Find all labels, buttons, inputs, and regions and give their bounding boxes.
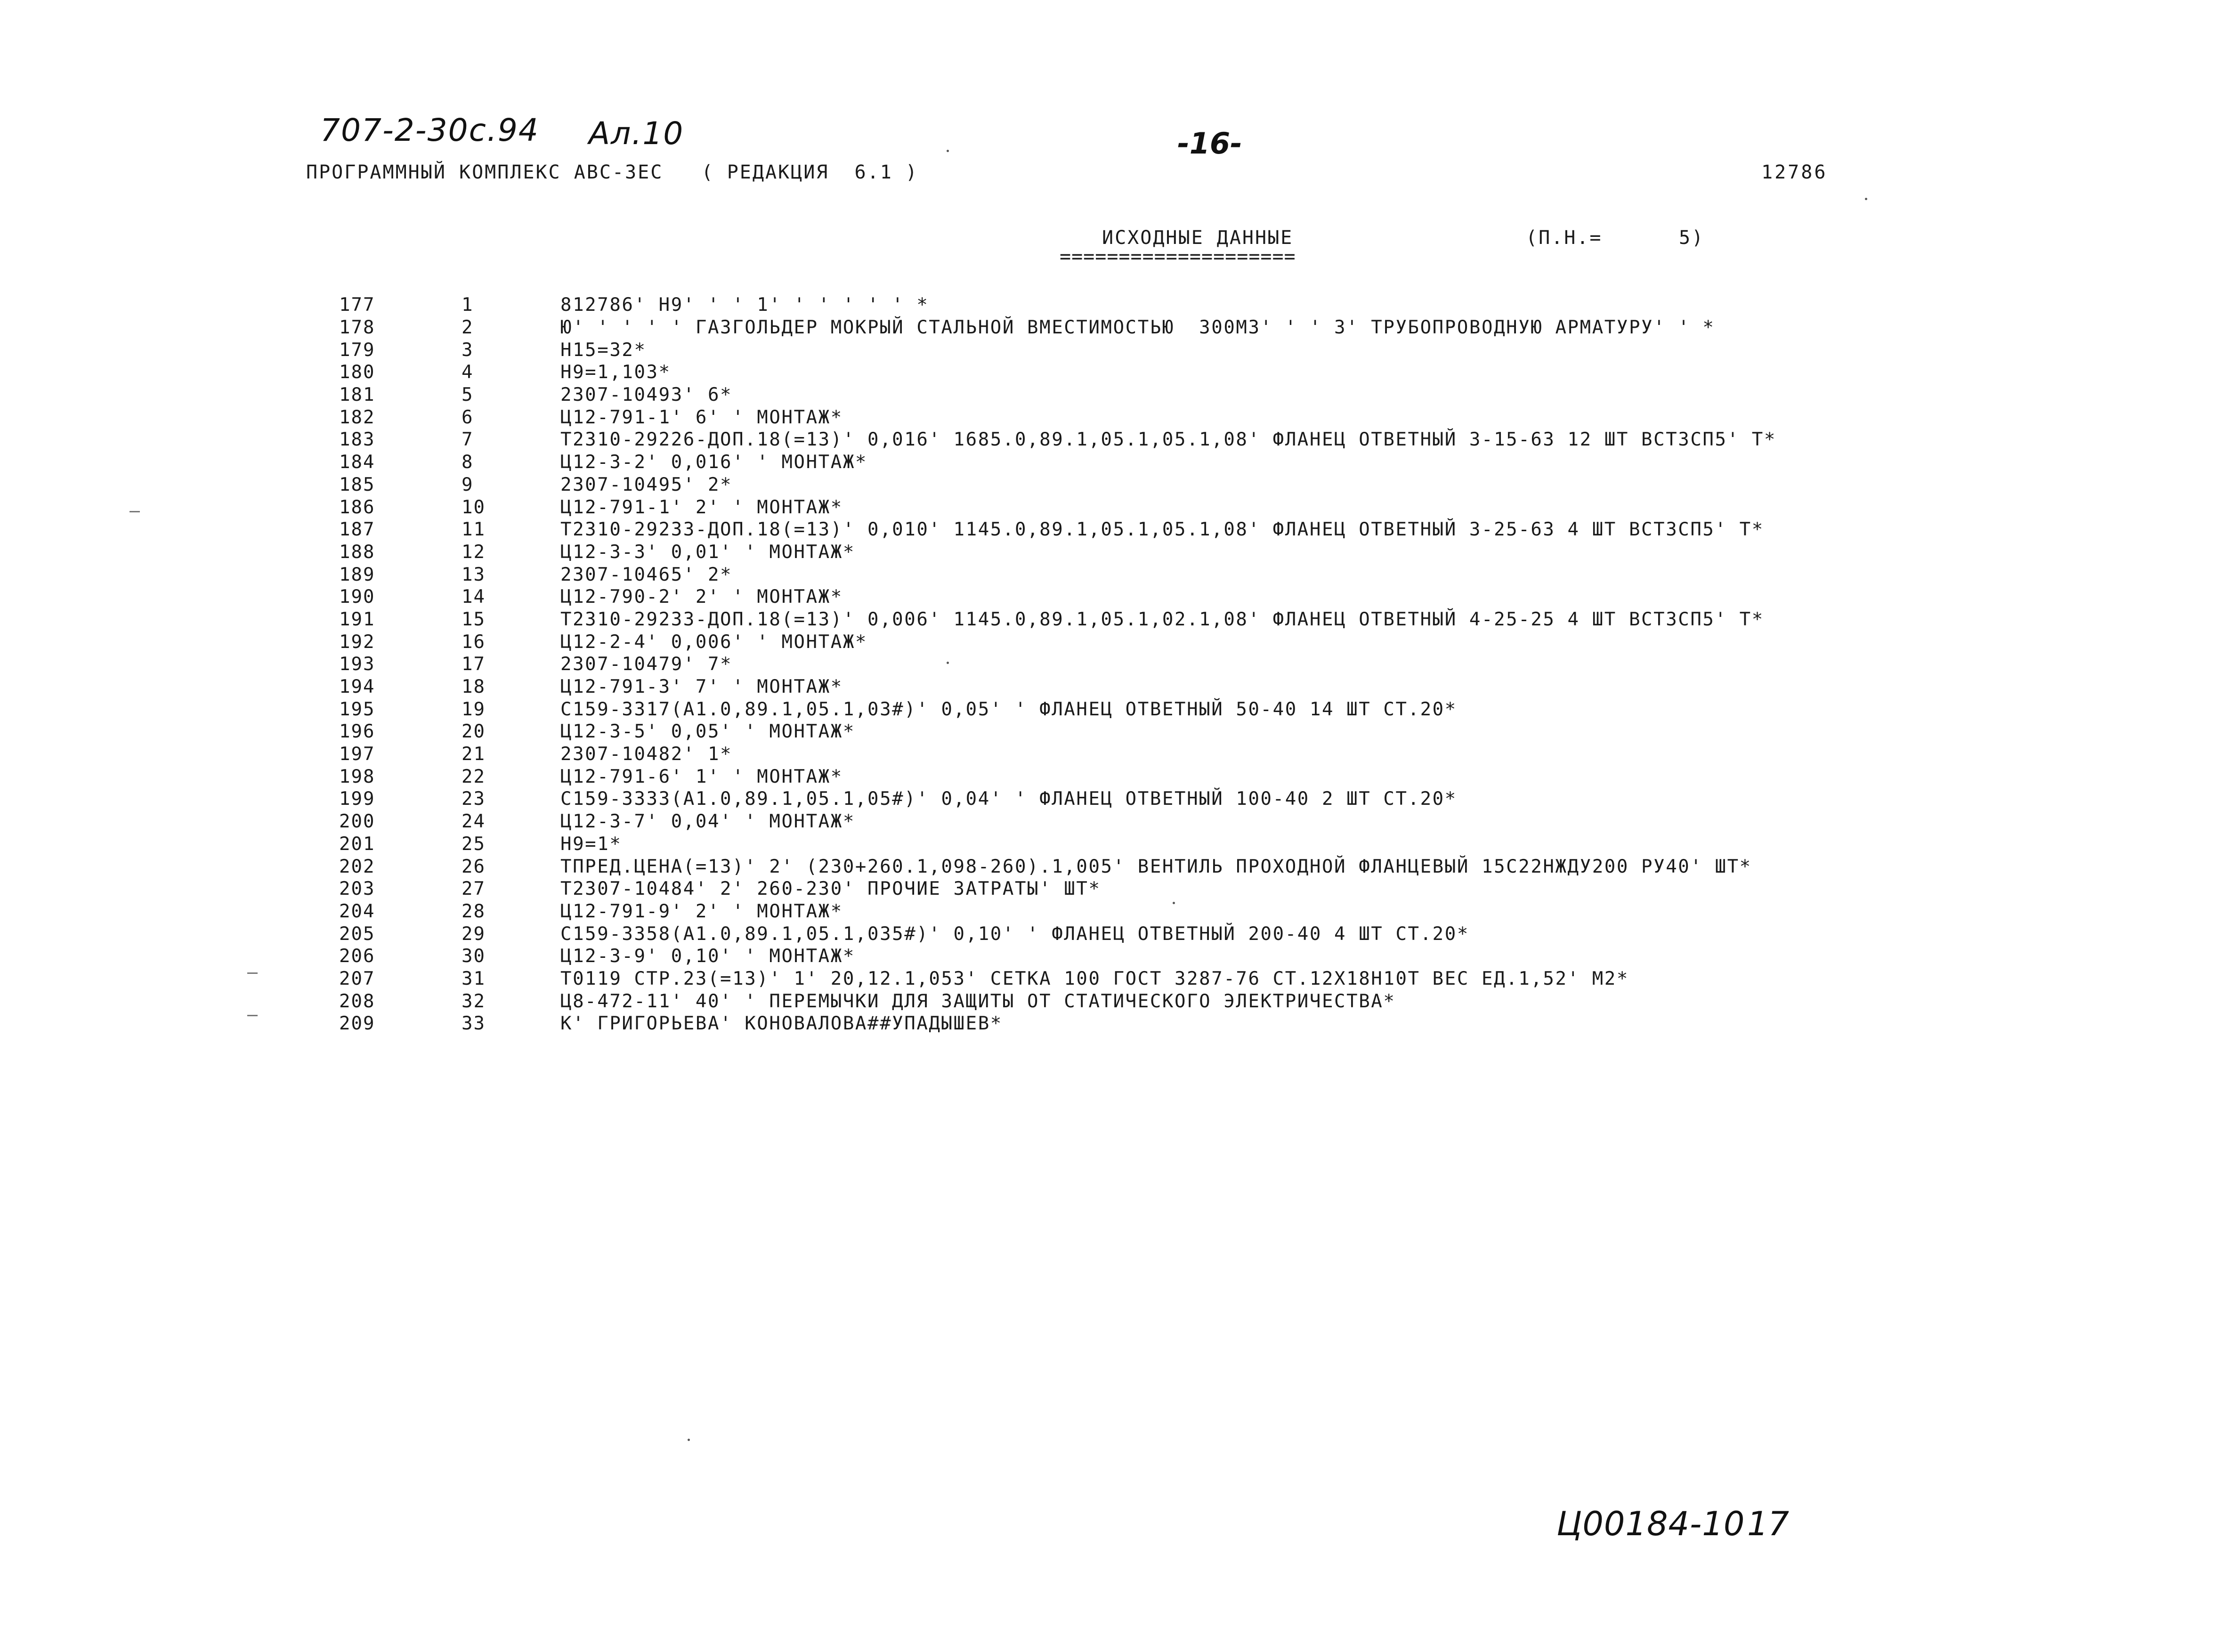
table-row <box>339 698 1776 721</box>
table-row <box>339 990 1776 1012</box>
row-line-number: 182 <box>339 406 375 428</box>
row-line-number: 194 <box>339 676 375 698</box>
row-sequence-number: 26 <box>462 856 486 877</box>
row-text: Н9=1* <box>560 833 622 855</box>
row-text: Ц12-3-2' 0,016' ' МОНТАЖ* <box>560 452 867 473</box>
row-line-number: 197 <box>339 744 375 765</box>
row-line-number: 184 <box>339 452 375 473</box>
row-sequence-number: 5 <box>462 384 474 406</box>
row-sequence-number: 1 <box>462 294 474 316</box>
table-row <box>339 631 1776 653</box>
table-row <box>339 968 1776 990</box>
stamp-document-code: Ц00184-10 <box>1556 1505 1745 1543</box>
row-line-number: 187 <box>339 519 375 541</box>
section-title: ИСХОДНЫЕ ДАННЫЕ <box>1102 227 1294 249</box>
row-sequence-number: 25 <box>462 833 486 855</box>
row-text: Ц12-791-6' 1' ' МОНТАЖ* <box>560 766 843 787</box>
row-text: Ю' ' ' ' ' ГАЗГОЛЬДЕР МОКРЫЙ СТАЛЬНОЙ ВМЕСТИМОСТЬЮ 300М3' ' ' 3' ТРУБОПРОВОДНУЮ АРМАТУРУ' ' * <box>560 317 1715 339</box>
row-text: Ц12-3-5' 0,05' ' МОНТАЖ* <box>560 721 855 743</box>
row-text: 2307-10465' 2* <box>560 564 733 585</box>
row-sequence-number: 23 <box>462 788 486 810</box>
row-line-number: 177 <box>339 294 375 316</box>
table-row <box>339 316 1776 339</box>
row-sequence-number: 15 <box>462 608 486 630</box>
row-line-number: 195 <box>339 698 375 720</box>
row-text: Т2310-29226-ДОП.18(=13)' 0,016' 1685.0,89.1,05.1,05.1,08' ФЛАНЕЦ ОТВЕТНЫЙ 3-15-63 12 ШТ ВСТ3СП5' Т* <box>560 429 1776 451</box>
row-line-number: 186 <box>339 496 375 518</box>
row-text: 2307-10479' 7* <box>560 654 733 675</box>
row-sequence-number: 18 <box>462 676 486 698</box>
table-row <box>339 900 1776 923</box>
row-line-number: 190 <box>339 586 375 608</box>
table-row <box>339 586 1776 608</box>
table-row <box>339 406 1776 429</box>
scan-speck <box>947 662 949 664</box>
row-text: Ц12-3-3' 0,01' ' МОНТАЖ* <box>560 541 855 563</box>
row-text: Ц8-472-11' 40' ' ПЕРЕМЫЧКИ ДЛЯ ЗАЩИТЫ ОТ СТАТИЧЕСКОГО ЭЛЕКТРИЧЕСТВА* <box>560 990 1396 1012</box>
row-line-number: 181 <box>339 384 375 406</box>
row-sequence-number: 20 <box>462 721 486 743</box>
row-sequence-number: 2 <box>462 317 474 339</box>
row-sequence-number: 27 <box>462 878 486 900</box>
table-row <box>339 451 1776 474</box>
row-text: Ц12-790-2' 2' ' МОНТАЖ* <box>560 586 843 608</box>
document-number: 12786 <box>1761 162 1828 183</box>
row-text: Ц12-791-1' 6' ' МОНТАЖ* <box>560 406 843 428</box>
table-row <box>339 923 1776 945</box>
row-line-number: 178 <box>339 317 375 339</box>
row-sequence-number: 19 <box>462 698 486 720</box>
row-text: Ц12-791-3' 7' ' МОНТАЖ* <box>560 676 843 698</box>
row-line-number: 183 <box>339 429 375 451</box>
row-sequence-number: 16 <box>462 631 486 653</box>
table-row <box>339 361 1776 384</box>
table-row <box>339 721 1776 743</box>
row-line-number: 185 <box>339 474 375 495</box>
row-line-number: 209 <box>339 1013 375 1035</box>
row-sequence-number: 3 <box>462 339 474 361</box>
table-row <box>339 518 1776 541</box>
row-sequence-number: 12 <box>462 541 486 563</box>
table-row <box>339 474 1776 496</box>
row-text: Т0119 СТР.23(=13)' 1' 20,12.1,053' СЕТКА 100 ГОСТ 3287-76 СТ.12Х18Н10Т ВЕС ЕД.1,52' М2* <box>560 968 1629 989</box>
row-line-number: 196 <box>339 721 375 743</box>
row-sequence-number: 29 <box>462 923 486 945</box>
row-line-number: 208 <box>339 990 375 1012</box>
row-text: С159-3333(А1.0,89.1,05.1,05#)' 0,04' ' ФЛАНЕЦ ОТВЕТНЫЙ 100-40 2 ШТ СТ.20* <box>560 788 1457 810</box>
stamp-page-number: 17 <box>1747 1505 1790 1543</box>
row-text: Ц12-791-9' 2' ' МОНТАЖ* <box>560 900 843 922</box>
row-text: К' ГРИГОРЬЕВА' КОНОВАЛОВА##УПАДЫШЕВ* <box>560 1013 1003 1035</box>
row-text: Ц12-791-1' 2' ' МОНТАЖ* <box>560 496 843 518</box>
row-line-number: 202 <box>339 856 375 877</box>
row-text: С159-3358(А1.0,89.1,05.1,035#)' 0,10' ' ФЛАНЕЦ ОТВЕТНЫЙ 200-40 4 ШТ СТ.20* <box>560 923 1469 945</box>
row-text: ТПРЕД.ЦЕНА(=13)' 2' (230+260.1,098-260).1,005' ВЕНТИЛЬ ПРОХОДНОЙ ФЛАНЦЕВЫЙ 15С22НЖДУ200 РУ40' ШТ* <box>560 856 1752 877</box>
table-row <box>339 810 1776 833</box>
row-text: Т2310-29233-ДОП.18(=13)' 0,006' 1145.0,89.1,05.1,02.1,08' ФЛАНЕЦ ОТВЕТНЫЙ 4-25-25 4 ШТ ВСТ3СП5' Т* <box>560 608 1764 630</box>
scan-speck <box>688 1439 690 1441</box>
row-sequence-number: 10 <box>462 496 486 518</box>
row-sequence-number: 21 <box>462 744 486 765</box>
row-line-number: 199 <box>339 788 375 810</box>
row-line-number: 180 <box>339 362 375 383</box>
table-row <box>339 294 1776 316</box>
scan-mark <box>247 972 258 974</box>
row-text: 2307-10482' 1* <box>560 744 733 765</box>
row-sequence-number: 30 <box>462 946 486 967</box>
row-line-number: 191 <box>339 608 375 630</box>
row-line-number: 198 <box>339 766 375 787</box>
table-row <box>339 496 1776 518</box>
row-text: Н9=1,103* <box>560 362 671 383</box>
row-text: Ц12-3-7' 0,04' ' МОНТАЖ* <box>560 811 855 833</box>
row-text: Т2307-10484' 2' 260-230' ПРОЧИЕ ЗАТРАТЫ' ШТ* <box>560 878 1101 900</box>
row-text: Ц12-3-9' 0,10' ' МОНТАЖ* <box>560 946 855 967</box>
row-sequence-number: 14 <box>462 586 486 608</box>
row-sequence-number: 17 <box>462 654 486 675</box>
table-row <box>339 945 1776 968</box>
table-row <box>339 563 1776 586</box>
row-line-number: 205 <box>339 923 375 945</box>
row-sequence-number: 11 <box>462 519 486 541</box>
scan-speck <box>1865 198 1867 200</box>
row-sequence-number: 22 <box>462 766 486 787</box>
row-line-number: 204 <box>339 900 375 922</box>
page-info: (П.Н.= 5) <box>1526 227 1705 249</box>
handwritten-project-code: 707-2-30с.94 <box>320 112 539 148</box>
scan-speck <box>947 150 949 152</box>
table-row <box>339 541 1776 564</box>
table-row <box>339 608 1776 631</box>
row-sequence-number: 4 <box>462 362 474 383</box>
row-line-number: 206 <box>339 946 375 967</box>
source-data-body <box>339 294 1776 1035</box>
table-row <box>339 788 1776 810</box>
row-sequence-number: 8 <box>462 452 474 473</box>
row-sequence-number: 31 <box>462 968 486 989</box>
table-row <box>339 653 1776 676</box>
table-row <box>339 384 1776 406</box>
row-sequence-number: 24 <box>462 811 486 833</box>
row-text: С159-3317(А1.0,89.1,05.1,03#)' 0,05' ' ФЛАНЕЦ ОТВЕТНЫЙ 50-40 14 ШТ СТ.20* <box>560 698 1457 720</box>
row-line-number: 188 <box>339 541 375 563</box>
row-line-number: 192 <box>339 631 375 653</box>
row-sequence-number: 7 <box>462 429 474 451</box>
row-text: 812786' Н9' ' ' 1' ' ' ' ' ' * <box>560 294 929 316</box>
table-row <box>339 855 1776 878</box>
row-sequence-number: 32 <box>462 990 486 1012</box>
row-line-number: 203 <box>339 878 375 900</box>
row-sequence-number: 13 <box>462 564 486 585</box>
row-sequence-number: 6 <box>462 406 474 428</box>
table-row <box>339 878 1776 900</box>
row-text: Н15=32* <box>560 339 647 361</box>
row-line-number: 193 <box>339 654 375 675</box>
table-row <box>339 765 1776 788</box>
scan-mark <box>247 1015 258 1016</box>
handwritten-page-number: -16- <box>1177 126 1242 161</box>
scan-mark <box>130 511 140 512</box>
table-row <box>339 429 1776 451</box>
table-row <box>339 743 1776 766</box>
row-text: 2307-10495' 2* <box>560 474 733 495</box>
table-row <box>339 833 1776 856</box>
row-sequence-number: 33 <box>462 1013 486 1035</box>
source-data-table <box>339 294 1776 1035</box>
section-underline: ==================== <box>1060 246 1296 267</box>
handwritten-sheet-label: Ал.10 <box>589 115 684 152</box>
table-row <box>339 339 1776 361</box>
row-line-number: 179 <box>339 339 375 361</box>
row-text: 2307-10493' 6* <box>560 384 733 406</box>
table-row <box>339 676 1776 698</box>
scan-speck <box>1173 902 1175 904</box>
row-line-number: 207 <box>339 968 375 989</box>
row-line-number: 189 <box>339 564 375 585</box>
row-text: Ц12-2-4' 0,006' ' МОНТАЖ* <box>560 631 867 653</box>
row-line-number: 201 <box>339 833 375 855</box>
table-row <box>339 1012 1776 1035</box>
row-sequence-number: 28 <box>462 900 486 922</box>
program-info-line: ПРОГРАММНЫЙ КОМПЛЕКС АВС-3ЕС ( РЕДАКЦИЯ 6.1 ) <box>306 162 918 183</box>
row-text: Т2310-29233-ДОП.18(=13)' 0,010' 1145.0,89.1,05.1,05.1,08' ФЛАНЕЦ ОТВЕТНЫЙ 3-25-63 4 ШТ ВСТ3СП5' Т* <box>560 519 1764 541</box>
row-line-number: 200 <box>339 811 375 833</box>
row-sequence-number: 9 <box>462 474 474 495</box>
